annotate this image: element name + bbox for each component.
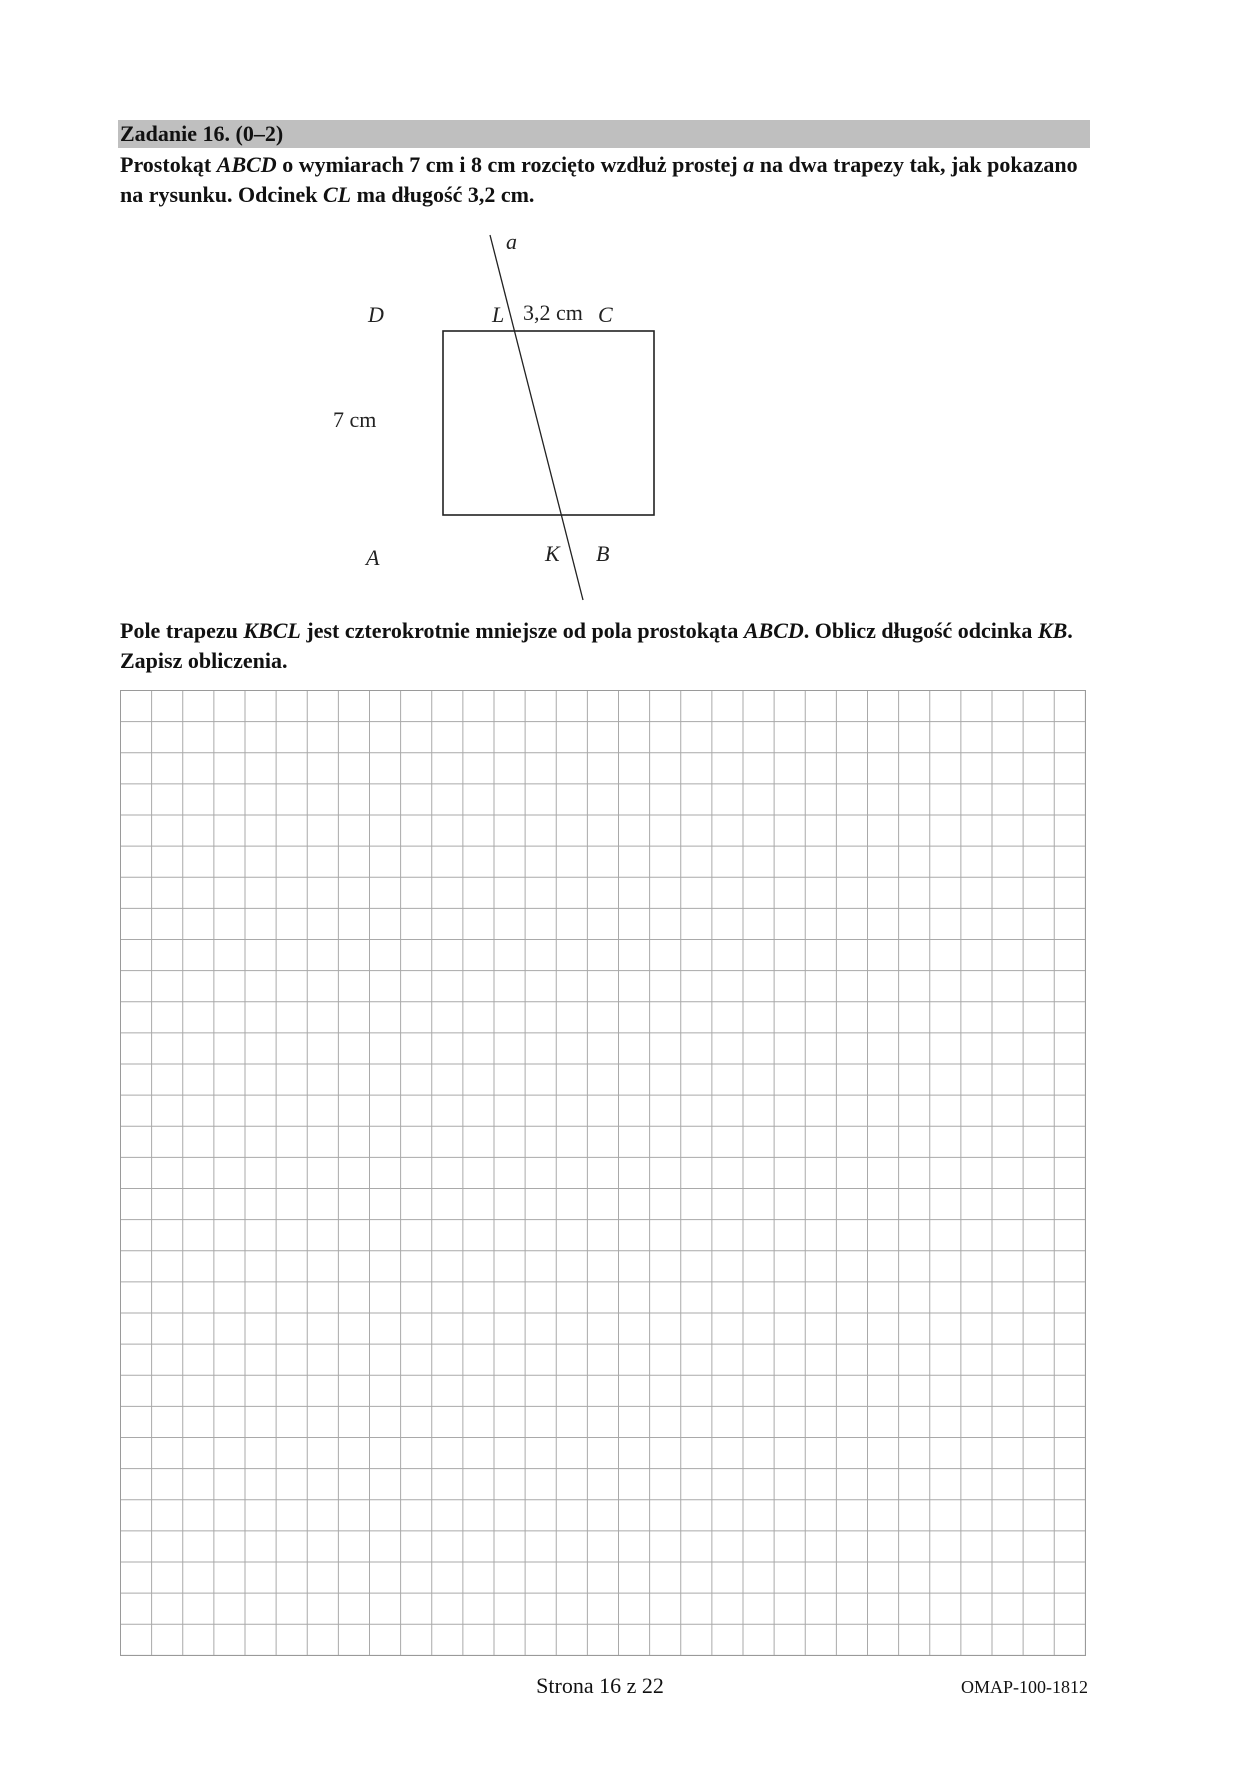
answer-grid[interactable]: [120, 690, 1086, 1656]
vertex-label-b: B: [596, 541, 610, 566]
math-symbol: ABCD: [743, 618, 804, 643]
text-segment: ma długość 3,2 cm.: [351, 182, 535, 207]
segment-cl-length: 3,2 cm: [523, 300, 583, 325]
rectangle-abcd: [443, 331, 654, 515]
task-question: [120, 616, 1092, 676]
math-symbol: a: [743, 152, 755, 177]
geometry-figure: [333, 225, 740, 605]
point-label-k: K: [545, 541, 560, 566]
text-segment: Prostokąt: [120, 152, 217, 177]
text-segment: . Zapisz obliczenia.: [120, 618, 1073, 673]
text-segment: . Oblicz długość odcinka: [803, 618, 1038, 643]
point-label-l: L: [492, 302, 505, 327]
page-number: Strona 16 z 22: [536, 1673, 664, 1698]
exam-code: OMAP-100-1812: [960, 1677, 1088, 1697]
vertex-label-d: D: [368, 302, 384, 327]
vertex-label-a: A: [366, 545, 380, 570]
line-label-a: a: [506, 229, 517, 254]
text-segment: na dwa trapezy tak, jak pokazano na rysunku. Odcinek: [120, 152, 1078, 207]
math-symbol: KB: [1037, 618, 1068, 643]
text-segment: jest czterokrotnie mniejsze od pola prostokąta: [300, 618, 744, 643]
math-symbol: KBCL: [243, 618, 301, 643]
math-symbol: ABCD: [216, 152, 277, 177]
vertex-label-c: C: [598, 302, 613, 327]
rectangle-diagram: [333, 225, 740, 605]
cut-line-a: [490, 235, 583, 600]
side-ad-length: 7 cm: [333, 407, 377, 432]
math-symbol: CL: [322, 182, 352, 207]
task-intro: [120, 150, 1092, 210]
text-segment: Pole trapezu: [120, 618, 244, 643]
text-segment: o wymiarach 7 cm i 8 cm rozcięto wzdłuż prostej: [276, 152, 744, 177]
task-header: Zadanie 16. (0–2): [118, 120, 1090, 148]
